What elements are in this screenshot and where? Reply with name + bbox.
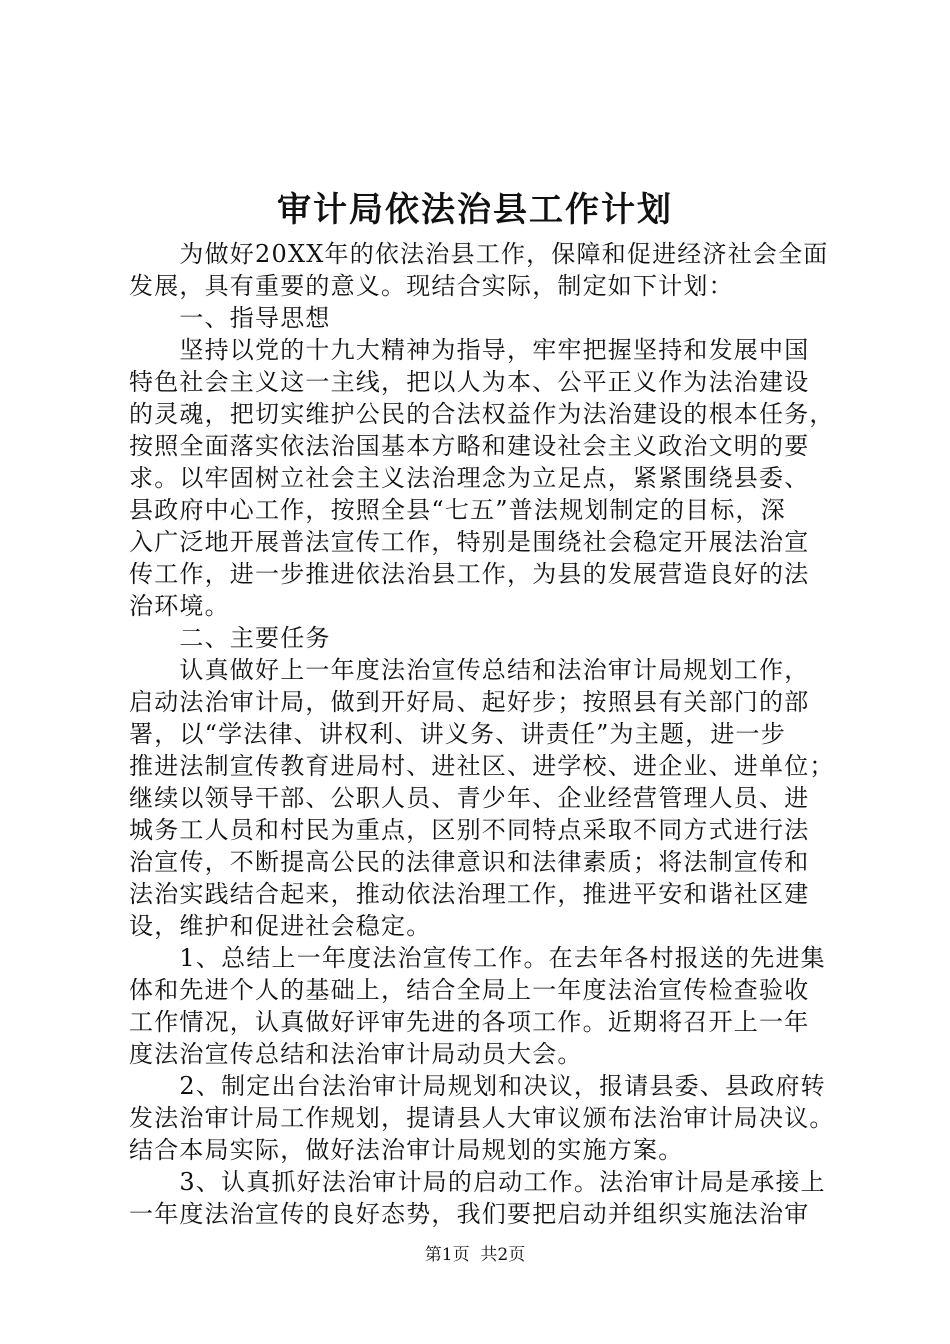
- body-line: 体和先进个人的基础上，结合全局上一年度法治宣传检查验收: [129, 976, 810, 1004]
- body-line: 2、制定出台法治审计局规划和决议，报请县委、县政府转: [129, 1072, 826, 1100]
- body-line: 发展，具有重要的意义。现结合实际，制定如下计划：: [129, 272, 734, 300]
- section-heading: 二、主要任务: [129, 624, 331, 652]
- body-line: 3、认真抓好法治审计局的启动工作。法治审计局是承接上: [129, 1168, 826, 1196]
- body-line: 县政府中心工作，按照全县“七五”普法规划制定的目标，深: [129, 496, 786, 524]
- page-number-footer: 第1页 共2页: [424, 1245, 526, 1265]
- body-line: 署，以“学法律、讲权利、讲义务、讲责任”为主题，进一步: [129, 720, 786, 748]
- body-line: 法治实践结合起来，推动依法治理工作，推进平安和谐社区建: [129, 880, 810, 908]
- body-line: 传工作，进一步推进依法治县工作，为县的发展营造良好的法: [129, 560, 810, 588]
- section-heading: 一、指导思想: [129, 304, 331, 332]
- document-body: [129, 238, 841, 1230]
- body-line: 认真做好上一年度法治宣传总结和法治审计局规划工作，: [129, 656, 810, 684]
- body-line: 发法治审计局工作规划，提请县人大审议颁布法治审计局决议。: [129, 1104, 835, 1132]
- body-line: 按照全面落实依法治国基本方略和建设社会主义政治文明的要: [129, 432, 810, 460]
- body-line: 度法治宣传总结和法治审计局动员大会。: [129, 1040, 583, 1068]
- body-line: 城务工人员和村民为重点，区别不同特点采取不同方式进行法: [129, 816, 810, 844]
- body-line: 启动法治审计局，做到开好局、起好步；按照县有关部门的部: [129, 688, 810, 716]
- body-line: 继续以领导干部、公职人员、青少年、企业经营管理人员、进: [129, 784, 810, 812]
- body-line: 治宣传，不断提高公民的法律意识和法律素质；将法制宣传和: [129, 848, 810, 876]
- body-line: 结合本局实际，做好法治审计局规划的实施方案。: [129, 1136, 684, 1164]
- body-line: 求。以牢固树立社会主义法治理念为立足点，紧紧围绕县委、: [129, 464, 810, 492]
- body-line: 坚持以党的十九大精神为指导，牢牢把握坚持和发展中国: [129, 336, 810, 364]
- body-line: 治环境。: [129, 592, 230, 620]
- body-line: 特色社会主义这一主线，把以人为本、公平正义作为法治建设: [129, 368, 810, 396]
- body-line: 为做好20XX年的依法治县工作，保障和促进经济社会全面: [129, 240, 829, 268]
- body-line: 设，维护和促进社会稳定。: [129, 912, 432, 940]
- body-line: 入广泛地开展普法宣传工作，特别是围绕社会稳定开展法治宣: [129, 528, 810, 556]
- body-line: 一年度法治宣传的良好态势，我们要把启动并组织实施法治审: [129, 1200, 810, 1228]
- body-line: 1、总结上一年度法治宣传工作。在去年各村报送的先进集: [129, 944, 826, 972]
- body-line: 工作情况，认真做好评审先进的各项工作。近期将召开上一年: [129, 1008, 810, 1036]
- body-line: 的灵魂，把切实维护公民的合法权益作为法治建设的根本任务，: [129, 400, 835, 428]
- body-line: 推进法制宣传教育进局村、进社区、进学校、进企业、进单位；: [129, 752, 835, 780]
- document-title: 审计局依法治县工作计划: [277, 190, 673, 230]
